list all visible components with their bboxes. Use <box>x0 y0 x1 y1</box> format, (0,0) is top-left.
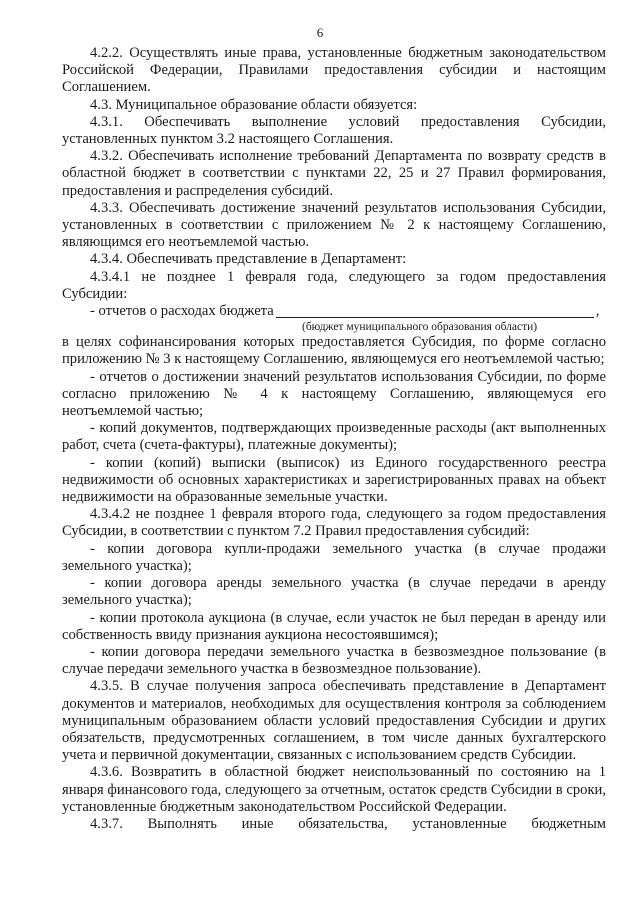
budget-report-suffix: , <box>595 303 600 320</box>
page-number: 6 <box>316 25 324 40</box>
expense-docs-item: - копий документов, подтверждающих произведенные расходы (акт выполненных работ, счета (счета-фактуры), платежные документы); <box>62 420 606 454</box>
free-use-contract-item: - копии договора передачи земельного участка в безвозмездное пользование (в случае передачи земельного участка в безвозмездное пользование). <box>62 643 606 678</box>
clause-4-2-2: 4.2.2. Осуществлять иные права, установленные бюджетным законодательством Российской Федерации, Правилами предоставления субсидии и настоящим Соглашением. <box>62 45 606 96</box>
budget-report-line <box>62 303 606 320</box>
clause-4-3-6: 4.3.6. Возвратить в областной бюджет неиспользованный по состоянию на 1 января финансового года, следующего за отчетным, остаток средств Субсидии в сроки, установленные бюджетным законодательством Российской Федерации. <box>62 764 606 815</box>
cofinancing-text: в целях софинансирования которых предоставляется Субсидия, по форме согласно приложению № 3 к настоящему Соглашению, являющемуся его неотъемлемой частью; <box>62 334 606 368</box>
budget-report-prefix: - отчетов о расходах бюджета <box>90 303 274 320</box>
results-report-item: - отчетов о достижении значений результатов использования Субсидии, по форме согласно приложению № 4 к настоящему Соглашению, являющемуся его неотъемлемой частью; <box>62 368 606 420</box>
clause-4-3-5: 4.3.5. В случае получения запроса обеспечивать представление в Департамент документов и материалов, необходимых для осуществления контроля за соблюдением муниципальным образованием области условий предоставления Субсидии и других обязательств, предусмотренных соглашением, в том числе данных бухгалтерского учета и первичной документации, связанных с использованием средств Субсидии. <box>62 678 606 764</box>
clause-4-3-1: 4.3.1. Обеспечивать выполнение условий предоставления Субсидии, установленных пунктом 3.2 настоящего Соглашения. <box>62 113 606 148</box>
clause-4-3-2: 4.3.2. Обеспечивать исполнение требований Департамента по возврату средств в областной бюджет в соответствии с пунктами 22, 25 и 27 Правил формирования, предоставления и распределения субсидий. <box>62 148 606 199</box>
budget-caption: (бюджет муниципального образования области) <box>302 321 538 334</box>
clause-4-3: 4.3. Муниципальное образование области обязуется: <box>90 96 418 113</box>
lease-contract-item: - копии договора аренды земельного участка (в случае передачи в аренду земельного участка); <box>62 575 606 609</box>
clause-4-3-7: 4.3.7. Выполнять иные обязательства, установленные бюджетным <box>90 815 606 832</box>
clause-4-3-4-2: 4.3.4.2 не позднее 1 февраля второго года, следующего за годом предоставления Субсидии, в соответствии с пунктом 7.2 Правил предоставления субсидий: <box>62 506 606 540</box>
document-body <box>62 45 606 833</box>
clause-4-3-4: 4.3.4. Обеспечивать представление в Департамент: <box>90 251 407 268</box>
budget-fill-in-line <box>276 304 594 318</box>
clause-4-3-3: 4.3.3. Обеспечивать достижение значений результатов использования Субсидии, установленных в соответствии с приложением № 2 к настоящему Соглашению, являющимся его неотъемлемой частью. <box>62 199 606 251</box>
auction-protocol-item: - копии протокола аукциона (в случае, если участок не был передан в аренду или собственность ввиду признания аукциона несостоявшимся); <box>62 609 606 643</box>
clause-4-3-4-1: 4.3.4.1 не позднее 1 февраля года, следующего за годом предоставления Субсидии: <box>62 268 606 302</box>
egrn-extract-item: - копии (копий) выписки (выписок) из Единого государственного реестра недвижимости об основных характеристиках и зарегистрированных правах на объект недвижимости на образованные земельные участки. <box>62 454 606 506</box>
sale-contract-item: - копии договора купли-продажи земельного участка (в случае продажи земельного участка); <box>62 540 606 574</box>
